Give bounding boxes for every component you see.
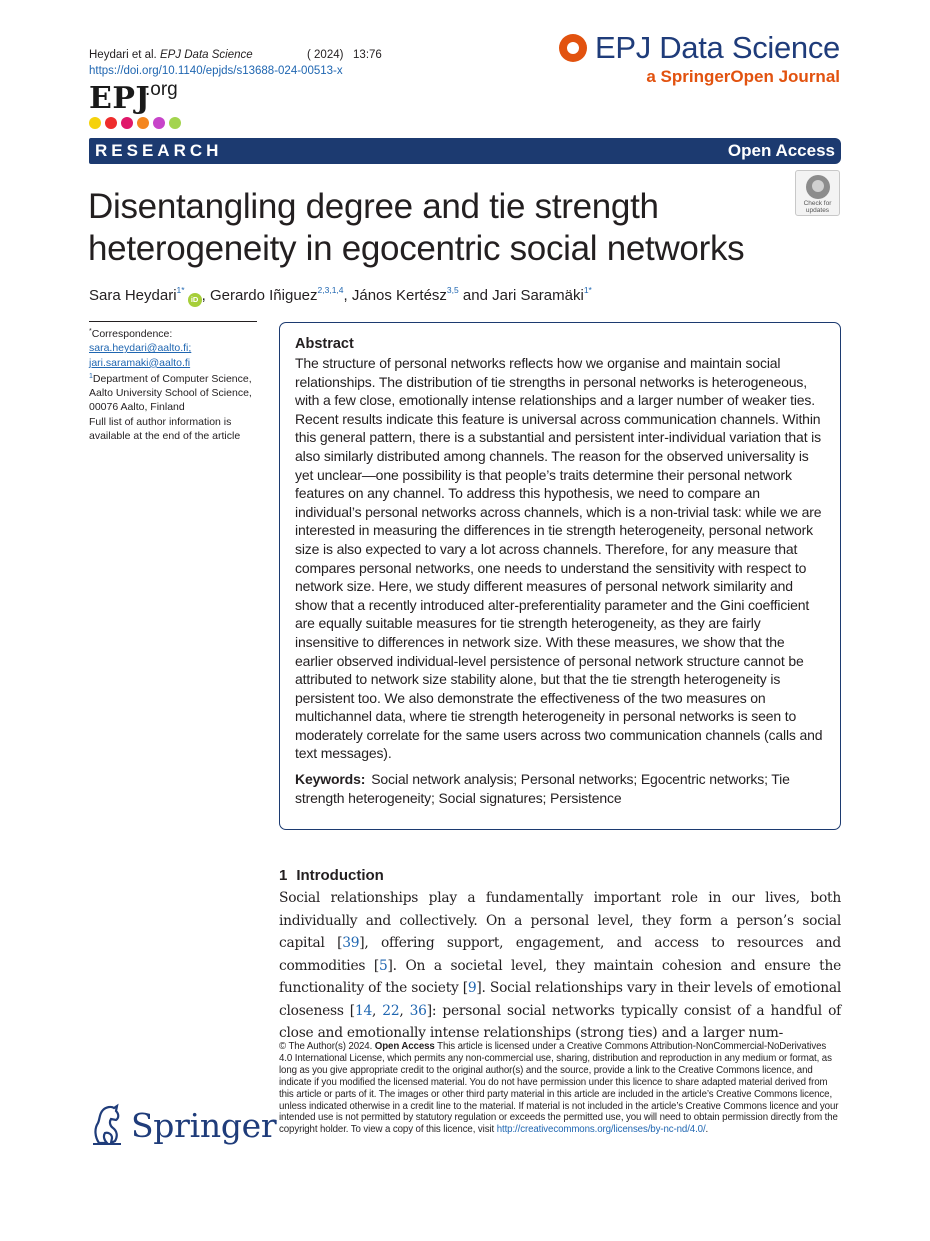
- author-affiliation-sup[interactable]: 1*: [583, 285, 592, 295]
- intro-text: Social relationships play a fundamentally important role in our lives, both individually and collectively. On a personal level, they form a person’s social capital [: [279, 890, 841, 951]
- citation-article-number: 13:76: [353, 49, 382, 61]
- journal-subtitle: a SpringerOpen Journal: [646, 67, 840, 86]
- introduction-paragraph: [279, 887, 841, 1045]
- journal-name: EPJ Data Science: [594, 30, 840, 65]
- citation-link[interactable]: 14: [354, 1002, 372, 1019]
- license-text: This article is licensed under a Creative Commons Attribution-NonCommercial-NoDerivatives 4.0 International License, which permits any non-commercial use, sharing, distribution and reproduction in any medium or format, as long as you give appropriate credit to the original author(s) and the source, provide a link to the Creative Commons licence, and indicate if you modified the licensed material. You do not have permission under this licence to share adapted material derived from this article or parts of it. The images or other third party material in this article are included in the article’s Creative Commons licence, unless indicated otherwise in a credit line to the material. If material is not included in the article’s Creative Commons licence and your intended use is not permitted by statutory regulation or exceeds the permitted use, you will need to obtain permission directly from the copyright holder. To view a copy of this licence, visit: [279, 1041, 839, 1136]
- article-type-bar: [89, 138, 841, 164]
- correspondence-star: *: [89, 328, 92, 335]
- intro-text: ]. On a societal level, they maintain cohesion and ensure the functionality of the society [: [279, 957, 842, 996]
- logo-dot: [169, 117, 181, 129]
- intro-text: ,: [372, 1002, 383, 1019]
- author-name[interactable]: Jari Saramäki: [492, 287, 584, 304]
- author-list: [89, 285, 592, 307]
- license-open-access: Open Access: [374, 1041, 435, 1052]
- check-updates-icon: [806, 175, 830, 199]
- section-heading: [279, 867, 384, 884]
- orcid-icon[interactable]: iD: [188, 293, 202, 307]
- journal-brand[interactable]: [559, 30, 840, 87]
- citation-link[interactable]: 9: [467, 980, 477, 996]
- abstract-box: [279, 322, 841, 830]
- logo-dot: [121, 117, 133, 129]
- email-link[interactable]: sara.heydari@aalto.fi;: [89, 342, 192, 355]
- author-separator: ,: [201, 287, 210, 304]
- epj-logo-text: EPJ: [89, 81, 151, 116]
- correspondence-block: [89, 321, 257, 443]
- check-updates-line2: updates: [805, 207, 830, 214]
- keywords-text: Social network analysis; Personal networks; Egocentric networks; Tie strength heterogeneity; Social signatures; Persistence: [295, 771, 790, 806]
- check-updates-line1: Check for: [803, 200, 832, 207]
- author-name[interactable]: János Kertész: [351, 287, 447, 304]
- affiliation-text: Department of Computer Science, Aalto University School of Science, 00076 Aalto, Finland: [89, 372, 252, 414]
- citation-line: [89, 47, 382, 63]
- springer-logo[interactable]: [89, 1103, 276, 1147]
- license-link[interactable]: http://creativecommons.org/licenses/by-nc-nd/4.0/: [496, 1124, 706, 1136]
- citation-link[interactable]: 22: [382, 1002, 400, 1019]
- intro-text: ]: personal social networks typically consist of a handful of close and emotionally intense relationships (strong ties) and a larger num-: [279, 1002, 841, 1041]
- keywords: [295, 770, 825, 807]
- license-end: .: [705, 1124, 709, 1136]
- email-link[interactable]: jari.saramaki@aalto.fi: [89, 356, 191, 369]
- springer-wordmark: Springer: [131, 1105, 277, 1145]
- author-affiliation-sup[interactable]: 2,3,1,4: [317, 285, 344, 295]
- springeropen-logo-icon: [559, 34, 587, 62]
- intro-text: ,: [399, 1002, 410, 1019]
- springer-horse-icon: [89, 1103, 125, 1147]
- abstract-heading: Abstract: [295, 336, 354, 352]
- author-name[interactable]: Sara Heydari: [89, 287, 177, 304]
- author-separator: and: [458, 287, 493, 304]
- citation-year: ( 2024): [307, 49, 344, 61]
- citation-link[interactable]: 39: [342, 935, 360, 951]
- license-notice: [279, 1041, 841, 1136]
- logo-dot: [105, 117, 117, 129]
- article-title: Disentangling degree and tie strength heterogeneity in egocentric social networks: [88, 187, 745, 268]
- author-info-note: Full list of author information is available at the end of the article: [89, 415, 241, 443]
- logo-dot: [89, 117, 101, 129]
- article-citation: [89, 47, 382, 79]
- article-type-label: RESEARCH: [95, 141, 223, 160]
- section-title: Introduction: [296, 867, 384, 884]
- check-for-updates-badge[interactable]: [795, 170, 840, 216]
- logo-dot: [153, 117, 165, 129]
- author-separator: ,: [343, 287, 352, 304]
- intro-text: ], offering support, engagement, and access to resources and commodities [: [279, 935, 841, 974]
- citation-journal: EPJ Data Science: [159, 49, 253, 61]
- affiliation-sup: 1: [89, 372, 93, 380]
- abstract-text: The structure of personal networks reflects how we organise and maintain social relationships. The distribution of tie strengths in personal networks is heterogeneous, with a few close, emotionally intense relationships and a larger number of weaker ties. Recent results indicate this feature is universal across communication channels. Within this general pattern, there is a substantial and persistent inter-individual variation that is also similarly distributed among channels. The reason for the observed universality is yet unclear—one possibility is that people’s traits determine their personal network features on any channel. To address this hypothesis, we need to compare an individual’s personal networks across channels, which is a non-trivial task: while we are interested in measuring the differences in tie strength heterogeneity, personal network size is also expected to vary a lot across channels. Therefore, for any measure that compares personal networks, one needs to understand the sensitivity with respect to network size. Here, we study different measures of personal network similarity and show that a recently introduced alter-preferentiality parameter and the Gini coefficient are equally suitable measures for tie strength heterogeneity, as they are fairly insensitive to differences in network size. With these measures, we show that the earlier observed individual-level persistence of personal network structure cannot be attributed to network size stability alone, but that the tie strength heterogeneity is persistent too. We also demonstrate the effectiveness of the two measures on multichannel data, where tie strength heterogeneity in personal networks is seen to moderately correlate for the same users across two communication channels (calls and text messages).: [295, 355, 823, 762]
- doi-link[interactable]: https://doi.org/10.1140/epjds/s13688-024-00513-x: [89, 65, 343, 77]
- author-name[interactable]: Gerardo Iñiguez: [209, 287, 318, 304]
- section-number: 1: [279, 867, 288, 884]
- license-copyright: © The Author(s) 2024.: [279, 1041, 373, 1052]
- author-affiliation-sup[interactable]: 1*: [176, 285, 185, 295]
- logo-dot: [137, 117, 149, 129]
- correspondence-label: Correspondence:: [91, 328, 173, 340]
- citation-link[interactable]: 5: [379, 957, 388, 974]
- citation-authors: Heydari et al.: [89, 49, 157, 61]
- intro-text: ]. Social relationships vary in their levels of emotional closeness [: [279, 980, 842, 1019]
- epj-logo-dots: [89, 117, 181, 129]
- keywords-label: Keywords:: [295, 771, 366, 788]
- epj-logo-org: .org: [145, 79, 178, 100]
- citation-link[interactable]: 36: [409, 1002, 427, 1019]
- open-access-label: Open Access: [727, 141, 835, 160]
- author-affiliation-sup[interactable]: 3,5: [446, 285, 459, 295]
